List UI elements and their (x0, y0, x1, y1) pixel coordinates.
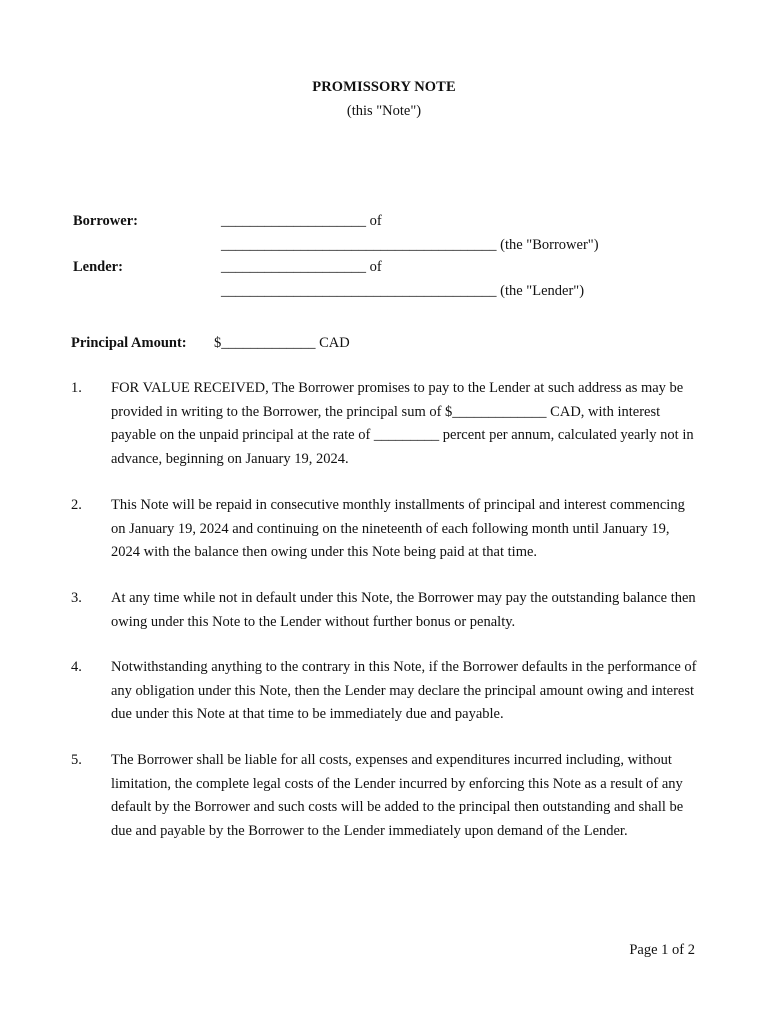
clause-number: 2. (71, 497, 82, 513)
clause-1 (71, 377, 701, 471)
clause-number: 5. (71, 752, 82, 768)
clause-text: This Note will be repaid in consecutive monthly installments of principal and interest commencing on January 19, 2024 and continuing on the nineteenth of each following month until January 19, 2024 with the balance then owing under this Note being paid at that time. (111, 497, 685, 560)
clause-text: The Borrower shall be liable for all costs, expenses and expenditures incurred including, without limitation, the complete legal costs of the Lender incurred by enforcing this Note as a result of any default by the Borrower and such costs will be added to the principal then outstanding and shall be due and payable by the Borrower to the Lender immediately upon demand of the Lender. (111, 752, 684, 839)
clause-text: FOR VALUE RECEIVED, The Borrower promises to pay to the Lender at such address as may be provided in writing to the Borrower, the principal sum of $_____________ CAD, with interest payable on the unpaid principal at the rate of _________ percent per annum, calculated yearly not in advance, beginning on January 19, 2024. (111, 380, 694, 467)
clause-number: 4. (71, 659, 82, 675)
clause-2 (71, 494, 701, 565)
borrower-label: Borrower: (73, 213, 138, 229)
clause-text: At any time while not in default under this Note, the Borrower may pay the outstanding balance then owing under this Note to the Lender without further bonus or penalty. (111, 590, 696, 630)
principal-amount-value: $_____________ CAD (214, 335, 350, 351)
document-title: PROMISSORY NOTE (312, 79, 456, 95)
clause-3 (71, 587, 701, 634)
principal-amount-label: Principal Amount: (71, 335, 187, 351)
clause-number: 3. (71, 590, 82, 606)
document-subtitle: (this "Note") (346, 103, 422, 119)
borrower-address-line: ______________________________________ (the "Borrower") (221, 237, 599, 253)
clause-5 (71, 749, 701, 843)
clause-text: Notwithstanding anything to the contrary in this Note, if the Borrower defaults in the performance of any obligation under this Note, then the Lender may declare the principal amount owing and interest due under this Note at that time to be immediately due and payable. (111, 659, 697, 722)
borrower-name-line: ____________________ of (221, 213, 382, 229)
principal-amount (71, 335, 350, 352)
clause-4 (71, 656, 701, 727)
lender-label: Lender: (73, 259, 123, 275)
lender-name-line: ____________________ of (221, 259, 382, 275)
clause-number: 1. (71, 380, 82, 396)
page-number: Page 1 of 2 (629, 942, 695, 958)
lender-address-line: ______________________________________ (the "Lender") (221, 283, 585, 299)
